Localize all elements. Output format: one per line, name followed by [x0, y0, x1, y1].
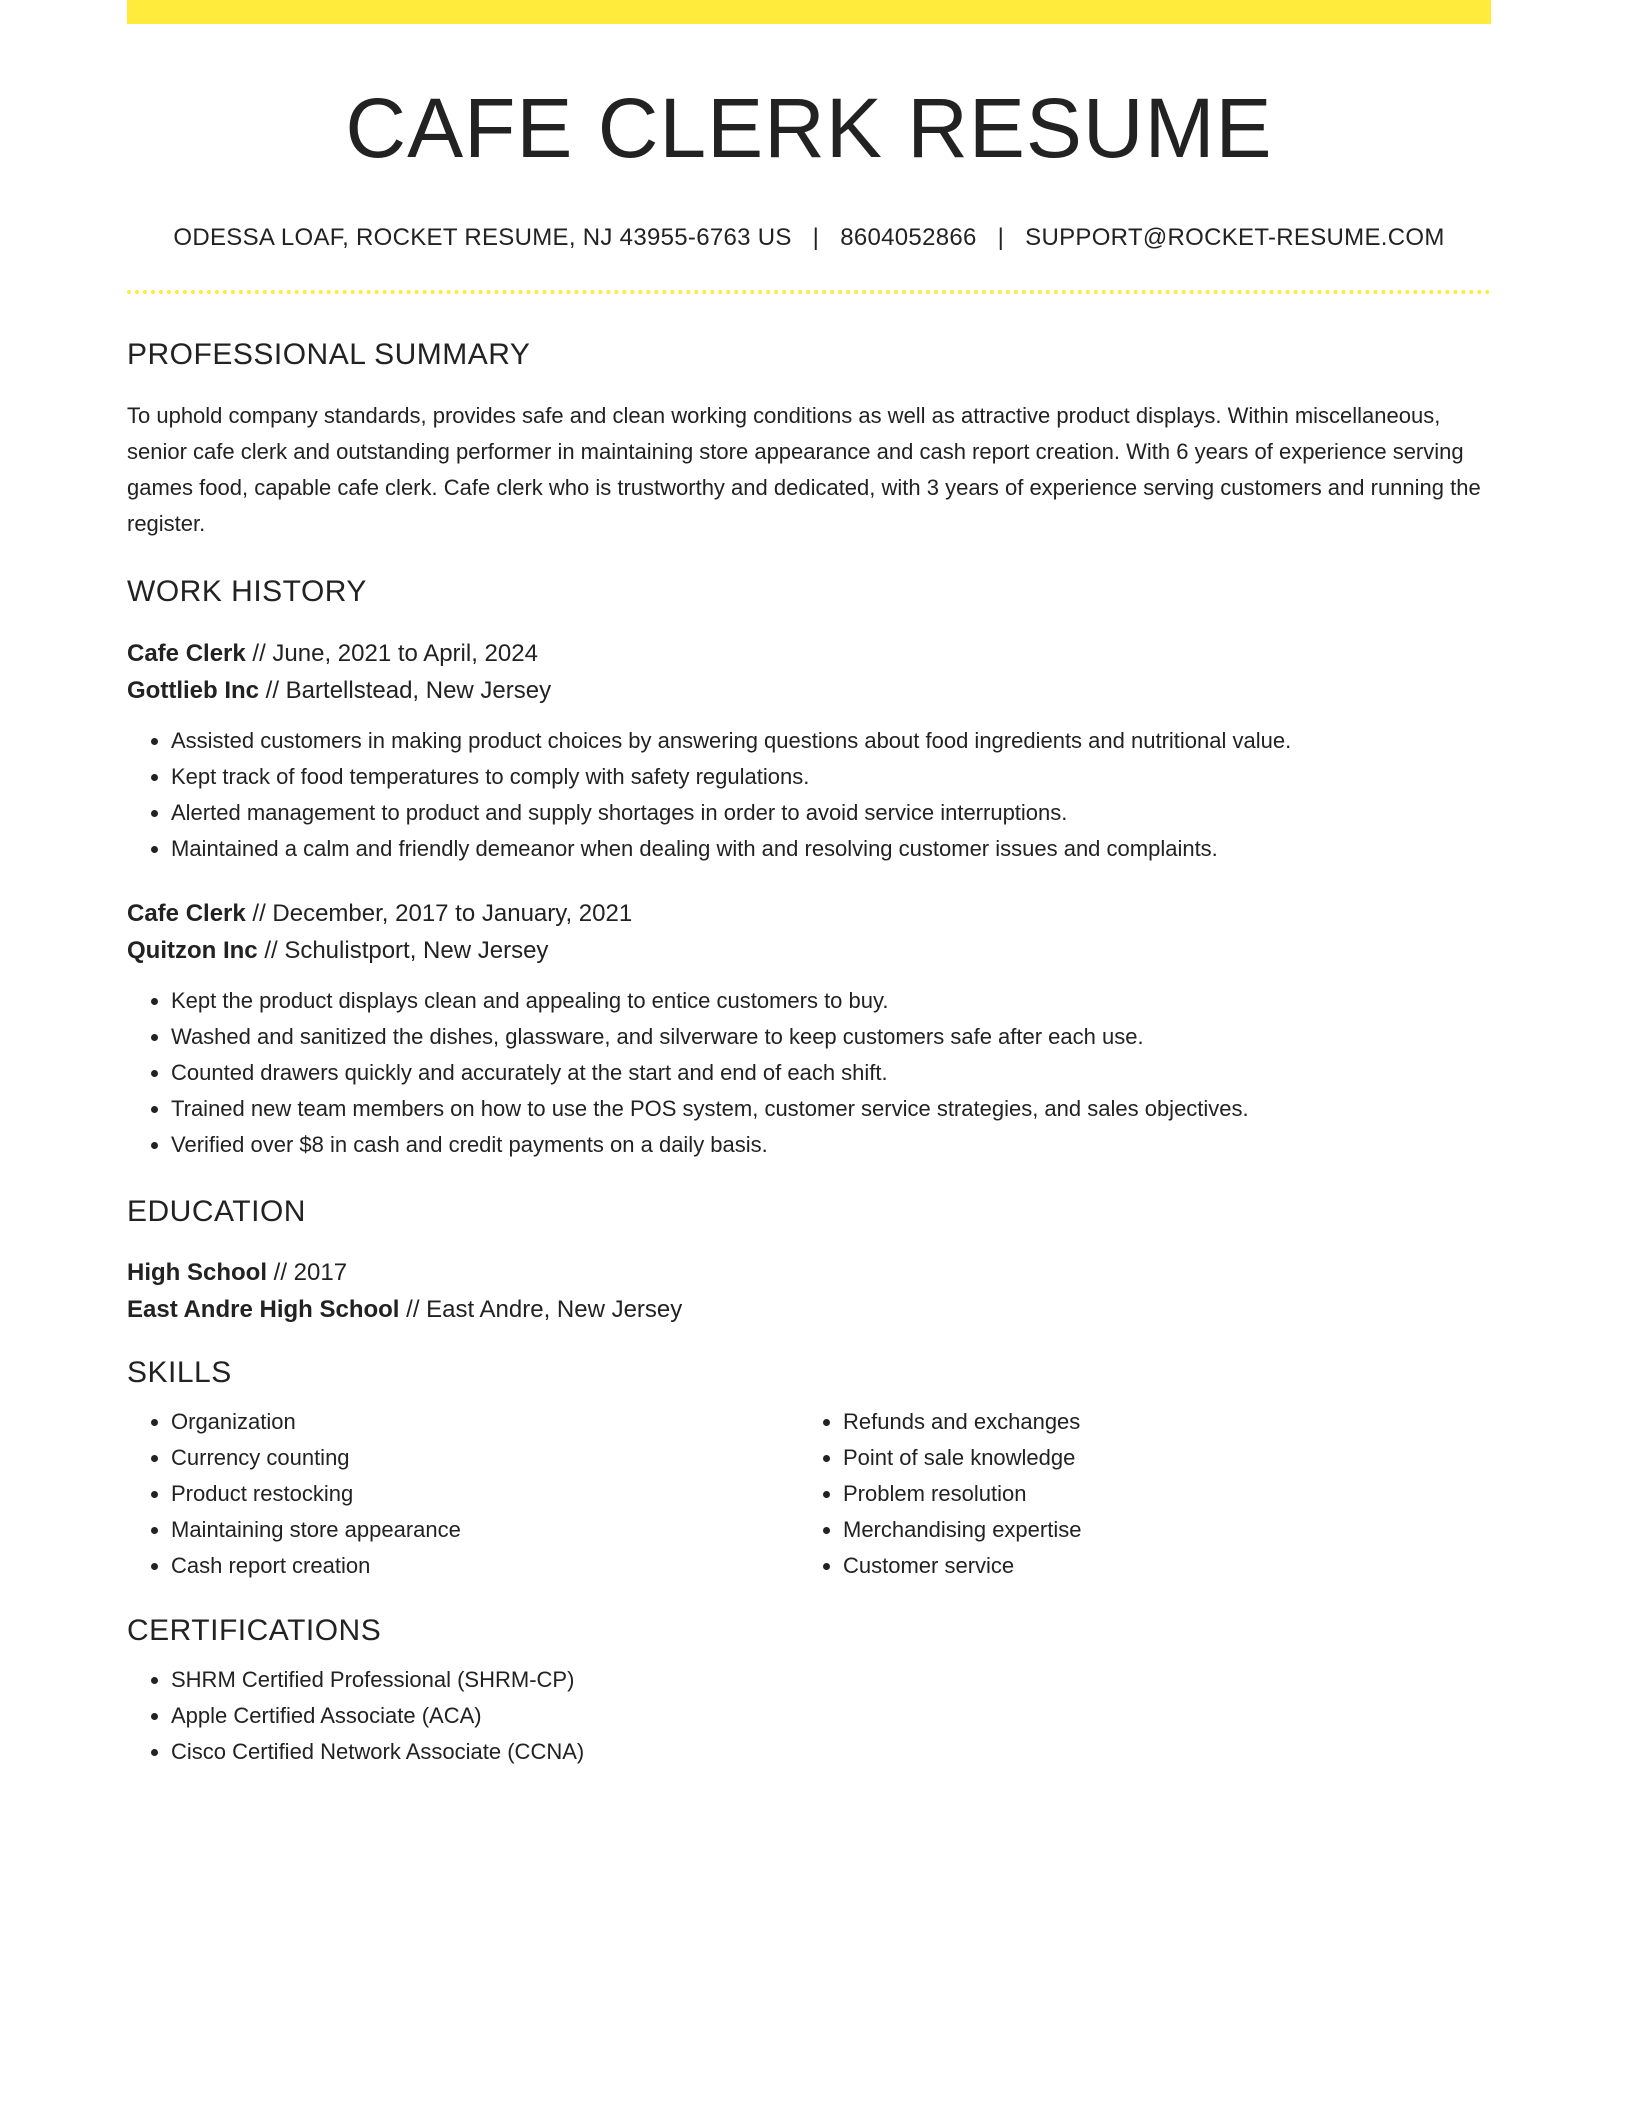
skill-item: • Refunds and exchanges — [843, 1404, 1471, 1440]
job-bullet: • Trained new team members on how to use the POS system, customer service strategies, and sales objectives. — [171, 1091, 1491, 1127]
skills-columns — [127, 1404, 1491, 1584]
certifications-list — [127, 1662, 1491, 1770]
job-dates: // June, 2021 to April, 2024 — [245, 640, 538, 668]
skills-heading: SKILLS — [127, 1356, 232, 1390]
job-location: // Bartellstead, New Jersey — [259, 677, 552, 705]
certification-item: • Cisco Certified Network Associate (CCNA) — [171, 1734, 1491, 1770]
skill-item: • Merchandising expertise — [843, 1512, 1471, 1548]
skill-item: • Problem resolution — [843, 1476, 1471, 1512]
certification-item: • Apple Certified Associate (ACA) — [171, 1698, 1491, 1734]
job-title: Cafe Clerk — [127, 900, 246, 928]
education-location: // East Andre, New Jersey — [399, 1296, 683, 1324]
contact-email: SUPPORT@ROCKET-RESUME.COM — [1025, 224, 1445, 252]
skill-item: • Maintaining store appearance — [171, 1512, 799, 1548]
job-company: Quitzon Inc — [127, 937, 258, 965]
education-heading: EDUCATION — [127, 1195, 306, 1229]
job-bullet: • Washed and sanitized the dishes, glassware, and silverware to keep customers safe after each use. — [171, 1019, 1491, 1055]
contact-separator: | — [812, 224, 820, 252]
summary-heading: PROFESSIONAL SUMMARY — [127, 338, 531, 372]
education-year: // 2017 — [267, 1259, 348, 1287]
skill-item: • Organization — [171, 1404, 799, 1440]
education-school-line — [127, 1291, 1491, 1328]
job-title: Cafe Clerk — [127, 640, 246, 668]
contact-line — [127, 224, 1491, 252]
job-entry — [127, 895, 1491, 1163]
summary-text: To uphold company standards, provides safe and clean working conditions as well as attractive product displays. Within miscellaneous, senior cafe clerk and outstanding performer in maintaining store appearance and cash report creation. With 6 years of experience serving games food, capable cafe clerk. Cafe clerk who is trustworthy and dedicated, with 3 years of experience serving customers and running the register. — [127, 403, 1481, 537]
education-school: East Andre High School — [127, 1296, 400, 1324]
job-bullets — [127, 983, 1491, 1163]
skill-item: • Currency counting — [171, 1440, 799, 1476]
education-degree-line — [127, 1254, 1491, 1291]
job-title-line — [127, 895, 1491, 932]
certifications-heading: CERTIFICATIONS — [127, 1614, 382, 1648]
skill-item: • Point of sale knowledge — [843, 1440, 1471, 1476]
resume-page — [127, 0, 1491, 1770]
certification-item: • SHRM Certified Professional (SHRM-CP) — [171, 1662, 1491, 1698]
dotted-divider — [127, 290, 1491, 294]
skills-list-left — [127, 1404, 799, 1584]
job-bullet: • Counted drawers quickly and accurately at the start and end of each shift. — [171, 1055, 1491, 1091]
work-history-heading: WORK HISTORY — [127, 575, 367, 609]
contact-separator: | — [997, 224, 1005, 252]
education-degree: High School — [127, 1259, 267, 1287]
job-company-line — [127, 672, 1491, 709]
contact-phone: 8604052866 — [840, 224, 977, 252]
job-bullets — [127, 723, 1491, 867]
job-dates: // December, 2017 to January, 2021 — [245, 900, 633, 928]
job-bullet: • Alerted management to product and supply shortages in order to avoid service interruptions. — [171, 795, 1491, 831]
skill-item: • Customer service — [843, 1548, 1471, 1584]
job-bullet: • Maintained a calm and friendly demeanor when dealing with and resolving customer issues and complaints. — [171, 831, 1491, 867]
education-entry — [127, 1254, 1491, 1328]
job-bullet: • Kept the product displays clean and appealing to entice customers to buy. — [171, 983, 1491, 1019]
job-company: Gottlieb Inc — [127, 677, 259, 705]
resume-title: CAFE CLERK RESUME — [345, 81, 1273, 175]
skills-list-right — [799, 1404, 1471, 1584]
job-bullet: • Kept track of food temperatures to comply with safety regulations. — [171, 759, 1491, 795]
job-title-line — [127, 635, 1491, 672]
job-bullet: • Assisted customers in making product choices by answering questions about food ingredients and nutritional value. — [171, 723, 1491, 759]
skill-item: • Product restocking — [171, 1476, 799, 1512]
top-accent-bar — [127, 0, 1491, 24]
contact-address: ODESSA LOAF, ROCKET RESUME, NJ 43955-6763 US — [173, 224, 792, 252]
skill-item: • Cash report creation — [171, 1548, 799, 1584]
job-bullet: • Verified over $8 in cash and credit payments on a daily basis. — [171, 1127, 1491, 1163]
job-entry — [127, 635, 1491, 867]
job-location: // Schulistport, New Jersey — [257, 937, 549, 965]
job-company-line — [127, 932, 1491, 969]
